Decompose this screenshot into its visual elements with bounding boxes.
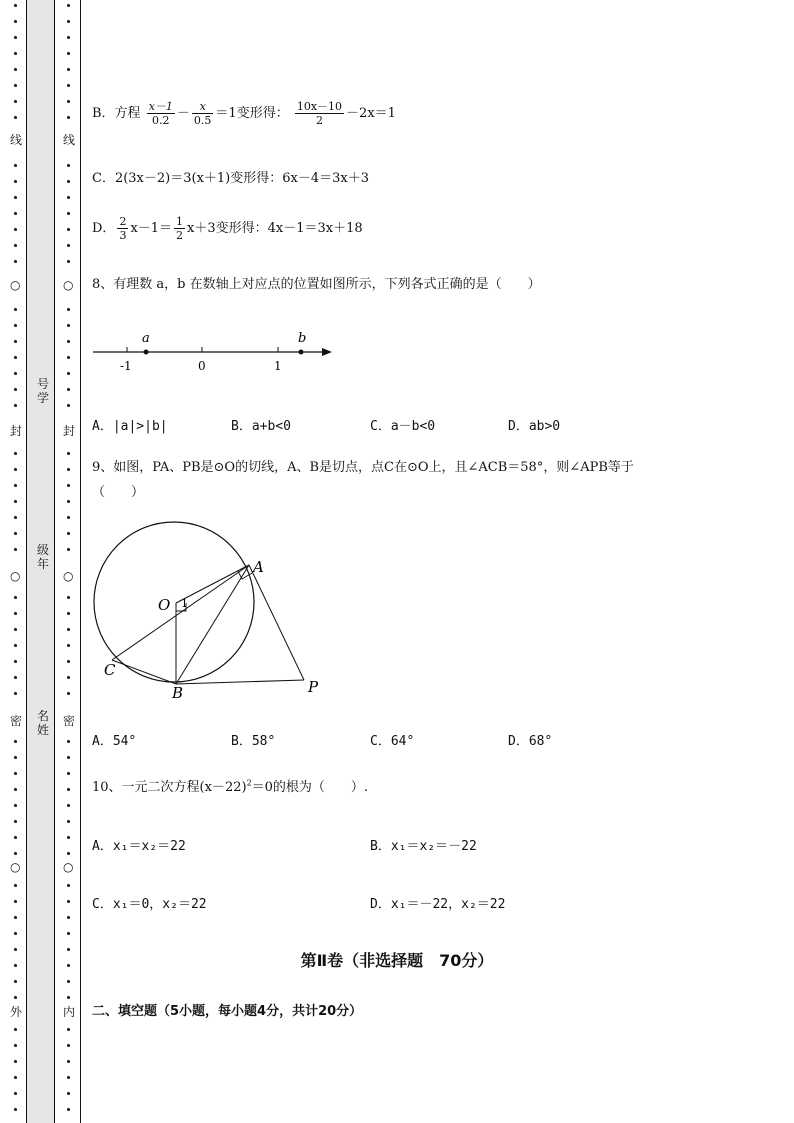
binding-dot [14,740,17,743]
binding-dot [14,164,17,167]
q7b-frac1-den: 0.2 [152,114,170,127]
binding-dot [67,532,70,535]
binding-dot [14,900,17,903]
binding-dot [14,1044,17,1047]
q8-number-line [90,325,340,380]
binding-dot [67,1108,70,1111]
binding-dot [67,372,70,375]
binding-dot [14,932,17,935]
q7b-frac2-den: 0.5 [193,114,212,127]
binding-dot [14,52,17,55]
binding-dot [14,852,17,855]
binding-dot [67,404,70,407]
inner-mark-circle-3: ○ [63,860,74,874]
q9-option-d: D．68° [508,734,553,749]
q8-option-a: A．|a|>|b| [92,419,168,434]
binding-dot [67,548,70,551]
binding-dot [67,164,70,167]
angle-1-label: 1 [181,597,188,610]
point-b-label: b [298,331,307,346]
binding-dot [14,804,17,807]
inner-mark-nei: 内 [63,1005,76,1019]
binding-dot [67,980,70,983]
binding-dot [14,372,17,375]
binding-dot [67,356,70,359]
binding-dot [67,308,70,311]
binding-dot [67,244,70,247]
q7d-label: D． [92,221,116,236]
q7b-label: B．方程 [92,106,141,121]
binding-dot [67,196,70,199]
binding-dot [67,452,70,455]
binding-dot [14,532,17,535]
binding-dot [14,468,17,471]
binding-dot [67,516,70,519]
outer-mark-feng: 封 [10,424,23,438]
binding-dot [14,84,17,87]
q7-option-d [92,215,363,242]
binding-dot [67,180,70,183]
q9-circle-figure [88,515,328,705]
q9-paren: （ ） [92,485,145,500]
q9-stem: 9、如图，PA、PB是⊙O的切线，A、B是切点，点C在⊙O上，且∠ACB＝58°，则∠APB等于 [92,460,634,475]
point-B-label: B [172,684,184,702]
binding-dot [67,932,70,935]
outer-mark-circle-2: ○ [10,569,21,583]
binding-dot [67,676,70,679]
q7b-frac-1 [147,100,175,127]
binding-dot [14,356,17,359]
q7d-mid: x－1＝ [130,221,173,236]
q7b-frac3-num: 10x－10 [296,100,343,113]
point-A-label: A [253,558,264,576]
binding-dot [67,1060,70,1063]
binding-dot [14,500,17,503]
binding-dot [14,676,17,679]
binding-dot [14,1108,17,1111]
outer-mark-xian: 线 [10,133,23,147]
binding-dot [14,260,17,263]
q7d-frac-2 [174,215,185,242]
binding-dot [14,884,17,887]
binding-dot [67,1076,70,1079]
q7b-frac-2 [192,100,214,127]
binding-dot [14,756,17,759]
binding-dot [14,404,17,407]
field-name: 名姓 [37,709,50,737]
binding-dot [67,484,70,487]
q7d-frac2-den: 2 [176,229,184,242]
q7b-tail: －2x＝1 [346,106,396,121]
q7b-minus: － [176,106,190,121]
binding-dot [67,644,70,647]
binding-dot [14,484,17,487]
binding-dot [14,516,17,519]
binding-dot [14,788,17,791]
binding-dot [67,1028,70,1031]
binding-dot [67,36,70,39]
binding-dot [14,1076,17,1079]
tick-neg1-label: -1 [120,359,132,373]
binding-dot [14,836,17,839]
binding-dot [67,388,70,391]
binding-dot [14,452,17,455]
q7d-frac2-num: 1 [176,215,184,228]
binding-dot [14,1028,17,1031]
q8-option-d: D．ab>0 [508,419,561,434]
binding-dot [67,756,70,759]
binding-dot [14,820,17,823]
binding-dot [67,820,70,823]
binding-dot [67,1044,70,1047]
binding-dot [67,260,70,263]
binding-dot [67,100,70,103]
q9-option-c: C．64° [370,734,415,749]
binding-dot [14,340,17,343]
binding-dot [14,548,17,551]
q10-stem [92,776,368,795]
tick-0-label: 0 [198,359,206,373]
binding-dot [14,324,17,327]
point-P-label: P [308,678,319,696]
binding-dot [14,692,17,695]
binding-dot [14,228,17,231]
binding-dot [14,20,17,23]
q10-option-d: D．x₁＝－22，x₂＝22 [370,897,506,912]
binding-dot [14,4,17,7]
binding-dot [67,772,70,775]
inner-mark-circle-2: ○ [63,569,74,583]
binding-dot [67,212,70,215]
inner-mark-feng: 封 [63,424,76,438]
tick-1-label: 1 [274,359,282,373]
q7b-frac3-den: 2 [315,114,323,127]
q8-option-b: B．a+b<0 [231,419,291,434]
binding-dot [14,212,17,215]
binding-dot [14,596,17,599]
binding-dot [67,116,70,119]
q7d-frac1-den: 3 [119,229,127,242]
binding-dot [67,836,70,839]
binding-dot [14,1092,17,1095]
binding-dot [14,628,17,631]
field-student-number: 号学 [37,377,50,405]
section2-heading: 二、填空题（5小题，每小题4分，共计20分） [92,1004,363,1019]
binding-dot [14,612,17,615]
part2-title: 第Ⅱ卷（非选择题 70分） [300,951,494,970]
binding-dot [14,1060,17,1063]
binding-dot [67,596,70,599]
inner-mark-circle-1: ○ [63,278,74,292]
binding-dot [67,228,70,231]
q10-option-b: B．x₁＝x₂＝－22 [370,839,477,854]
binding-dot [14,100,17,103]
q9-option-b: B．58° [231,734,276,749]
binding-dot [67,900,70,903]
binding-dot [67,84,70,87]
binding-dot [67,324,70,327]
binding-dot [14,180,17,183]
outer-mark-circle-3: ○ [10,860,21,874]
binding-dot [14,244,17,247]
binding-dot [14,116,17,119]
binding-dot [14,660,17,663]
outer-mark-circle-1: ○ [10,278,21,292]
q10-stem-sup: 2 [246,778,252,788]
q7b-frac2-num: x [192,100,214,114]
q7b-frac1-num: x－1 [148,100,173,113]
q9-option-a: A．54° [92,734,137,749]
q10-stem-post: ＝0的根为（ ）. [251,780,369,795]
binding-dot [14,308,17,311]
binding-dot [67,340,70,343]
outer-mark-wai: 外 [10,1005,23,1019]
binding-dot [14,644,17,647]
q8-option-c: C．a－b<0 [370,419,436,434]
point-a-label: a [142,331,150,346]
q10-option-a: A．x₁＝x₂＝22 [92,839,186,854]
binding-dot [14,916,17,919]
inner-mark-xian: 线 [63,133,76,147]
binding-dot [67,740,70,743]
binding-dot [67,52,70,55]
point-O-label: O [158,596,171,614]
binding-dot [67,612,70,615]
binding-dot [67,884,70,887]
binding-dot [67,916,70,919]
binding-dot [14,772,17,775]
binding-dot [14,196,17,199]
binding-dot [67,500,70,503]
q7b-frac-3 [295,100,344,127]
binding-dot [67,628,70,631]
binding-dot [14,996,17,999]
q7d-frac1-num: 2 [119,215,127,228]
binding-dot [67,788,70,791]
q8-stem: 8、有理数 a，b 在数轴上对应点的位置如图所示，下列各式正确的是（ ） [92,277,541,292]
point-C-label: C [104,661,116,679]
binding-dot [14,36,17,39]
q7-option-c: C．2(3x－2)＝3(x＋1)变形得：6x－4＝3x＋3 [92,171,369,186]
binding-dot [67,692,70,695]
q7d-frac-1 [117,215,128,242]
field-grade: 级年 [37,543,50,571]
inner-mark-mi: 密 [63,714,76,728]
binding-dot [67,804,70,807]
binding-dot [67,1092,70,1095]
q7-option-b [92,100,396,127]
binding-dot [67,20,70,23]
binding-dot [14,68,17,71]
q10-option-c: C．x₁＝0，x₂＝22 [92,897,207,912]
outer-mark-mi: 密 [10,714,23,728]
binding-dot [67,4,70,7]
q7d-tail: x＋3变形得：4x－1＝3x＋18 [187,221,363,236]
binding-dot [67,468,70,471]
binding-dot [67,996,70,999]
binding-dot [67,68,70,71]
binding-dot [14,980,17,983]
q7b-eq: ＝1变形得： [215,106,289,121]
q10-stem-pre: 10、一元二次方程(x－22) [92,780,247,795]
binding-dot [67,660,70,663]
binding-dot [67,852,70,855]
binding-dot [14,388,17,391]
